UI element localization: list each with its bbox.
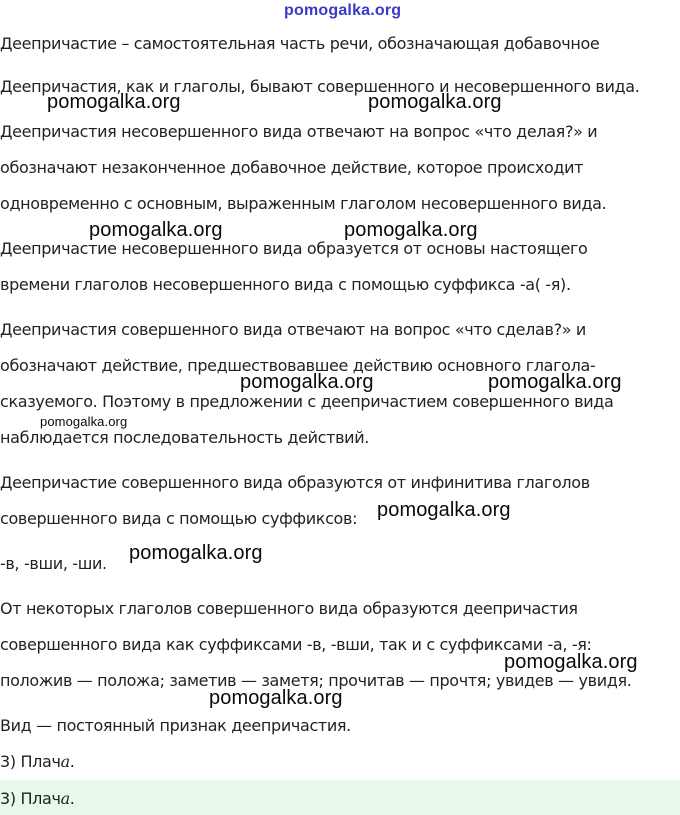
watermark: pomogalka.org — [240, 371, 374, 393]
text-line-12: Деепричастие совершенного вида образуются от инфинитива глаголов — [0, 473, 590, 492]
text-line-5: одновременно с основным, выраженным глаголом несовершенного вида. — [0, 194, 607, 213]
watermark: pomogalka.org — [209, 687, 343, 709]
accented-letter: а — [60, 789, 70, 808]
text-line-8: Деепричастия совершенного вида отвечают на вопрос «что сделав?» и — [0, 320, 586, 339]
watermark: pomogalka.org — [129, 542, 263, 564]
top-watermark: pomogalka.org — [284, 2, 402, 19]
answer-prefix: 3) Плач — [0, 752, 61, 771]
text-line-2: Деепричастия, как и глаголы, бывают совершенного и несовершенного вида. — [0, 77, 640, 96]
watermark: pomogalka.org — [488, 371, 622, 393]
watermark: pomogalka.org — [40, 414, 128, 429]
text-line-14: -в, -вши, -ши. — [0, 554, 107, 573]
text-line-13: совершенного вида с помощью суффиксов: — [0, 509, 358, 528]
watermark: pomogalka.org — [344, 219, 478, 241]
text-line-11: наблюдается последовательность действий. — [0, 428, 370, 447]
question-answer-line — [0, 752, 75, 771]
answer-suffix: . — [69, 789, 75, 808]
text-line-1: Деепричастие – самостоятельная часть речи, обозначающая добавочное — [0, 34, 600, 53]
text-line-6: Деепричастие несовершенного вида образуется от основы настоящего — [0, 239, 588, 258]
text-line-3: Деепричастия несовершенного вида отвечают на вопрос «что делая?» и — [0, 122, 598, 141]
text-line-15: От некоторых глаголов совершенного вида образуются деепричастия — [0, 599, 578, 618]
answer-prefix: 3) Плач — [0, 789, 61, 808]
watermark: pomogalka.org — [47, 91, 181, 113]
highlighted-answer-line — [0, 789, 75, 808]
text-line-18: Вид — постоянный признак деепричастия. — [0, 716, 351, 735]
text-line-4: обозначают незаконченное добавочное действие, которое происходит — [0, 158, 584, 177]
watermark: pomogalka.org — [504, 651, 638, 673]
answer-highlight-band — [0, 780, 680, 815]
text-line-17: положив — положа; заметив — заметя; прочитав — прочтя; увидев — увидя. — [0, 671, 632, 690]
watermark: pomogalka.org — [377, 499, 511, 521]
text-line-9: обозначают действие, предшествовавшее действию основного глагола- — [0, 356, 596, 375]
text-line-10: сказуемого. Поэтому в предложении с деепричастием совершенного вида — [0, 392, 614, 411]
accented-letter: а — [60, 752, 70, 771]
watermark: pomogalka.org — [368, 91, 502, 113]
text-line-7: времени глаголов несовершенного вида с помощью суффикса -а( -я). — [0, 275, 571, 294]
text-line-16: совершенного вида как суффиксами -в, -вши, так и с суффиксами -а, -я: — [0, 635, 592, 654]
watermark: pomogalka.org — [89, 219, 223, 241]
answer-suffix: . — [69, 752, 75, 771]
